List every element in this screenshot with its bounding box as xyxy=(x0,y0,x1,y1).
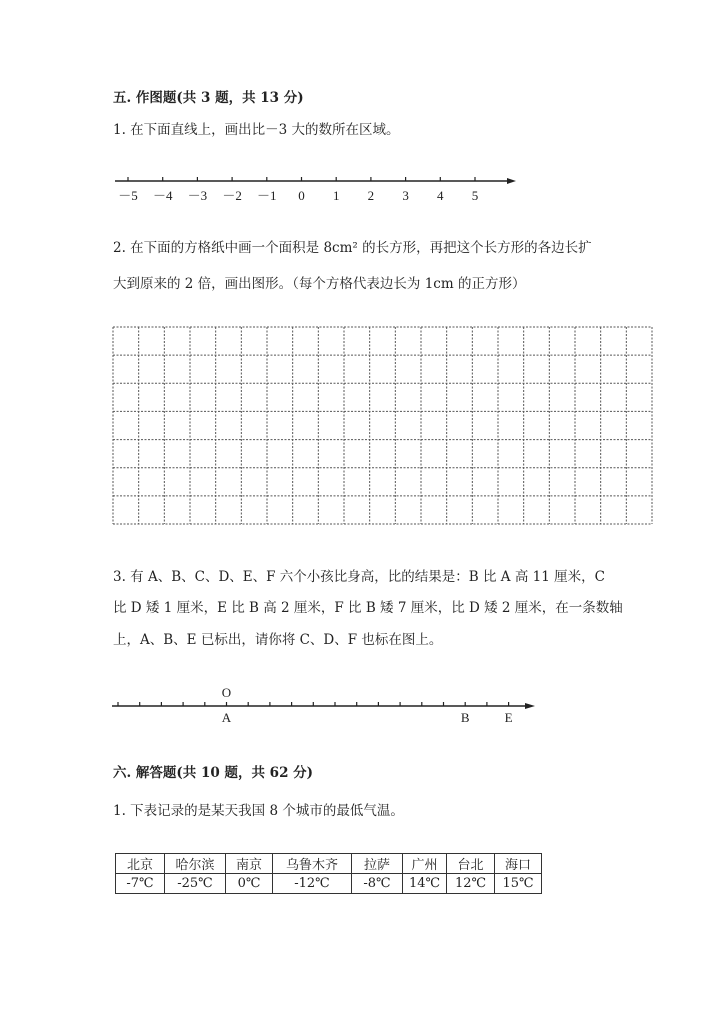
temperature-cell: 0℃ xyxy=(226,874,273,894)
city-cell: 乌鲁木齐 xyxy=(273,854,352,874)
section5-heading: 五. 作图题(共 3 题，共 13 分) xyxy=(113,90,304,106)
city-cell: 南京 xyxy=(226,854,273,874)
tick-label: 3 xyxy=(402,188,409,203)
tick-label: 0 xyxy=(298,188,305,203)
table-row-temps xyxy=(116,874,542,894)
origin-label: O xyxy=(221,685,232,700)
temperature-cell: -7℃ xyxy=(116,874,165,894)
tick-label: －2 xyxy=(222,188,242,203)
city-cell: 海口 xyxy=(495,854,542,874)
table-row-cities xyxy=(116,854,542,874)
arrow-head xyxy=(525,703,535,709)
city-cell: 广州 xyxy=(403,854,447,874)
point-label-b: B xyxy=(460,710,470,725)
city-cell: 北京 xyxy=(116,854,165,874)
tick-label: －1 xyxy=(257,188,277,203)
tick-label: 1 xyxy=(332,188,340,203)
temperature-table xyxy=(115,853,542,894)
temperature-cell: -12℃ xyxy=(273,874,352,894)
temperature-cell: 15℃ xyxy=(495,874,542,894)
tick-label: －5 xyxy=(118,188,138,203)
tick-label: 4 xyxy=(437,188,444,203)
temperature-cell: -8℃ xyxy=(352,874,403,894)
s6-q1-text: 1. 下表记录的是某天我国 8 个城市的最低气温。 xyxy=(113,803,404,819)
temperature-cell: -25℃ xyxy=(165,874,226,894)
point-label-e: E xyxy=(504,710,513,725)
tick-label: 2 xyxy=(367,188,375,203)
q2-line-1: 2. 在下面的方格纸中画一个面积是 8cm² 的长方形，再把这个长方形的各边长扩 xyxy=(113,240,592,256)
temperature-cell: 12℃ xyxy=(447,874,495,894)
q2-line-2: 大到原来的 2 倍，画出图形。（每个方格代表边长为 1cm 的正方形） xyxy=(113,276,526,292)
q3-line-1: 3. 有 A、B、C、D、E、F 六个小孩比身高，比的结果是：B 比 A 高 11 厘米，C xyxy=(113,569,605,585)
point-label-a: A xyxy=(221,710,232,725)
temperature-cell: 14℃ xyxy=(403,874,447,894)
tick-label: －3 xyxy=(187,188,208,203)
city-cell: 哈尔滨 xyxy=(165,854,226,874)
tick-label: －4 xyxy=(152,188,173,203)
tick-label: 5 xyxy=(471,188,479,203)
q3-line-3: 上，A、B、E 已标出，请你将 C、D、F 也标在图上。 xyxy=(113,632,443,648)
section6-heading: 六. 解答题(共 10 题，共 62 分) xyxy=(113,765,314,781)
q1-text: 1. 在下面直线上，画出比－3 大的数所在区域。 xyxy=(113,122,400,138)
city-cell: 台北 xyxy=(447,854,495,874)
q3-line-2: 比 D 矮 1 厘米，E 比 B 高 2 厘米，F 比 B 矮 7 厘米，比 D 矮 2 厘米，在一条数轴 xyxy=(113,600,623,616)
city-cell: 拉萨 xyxy=(352,854,403,874)
